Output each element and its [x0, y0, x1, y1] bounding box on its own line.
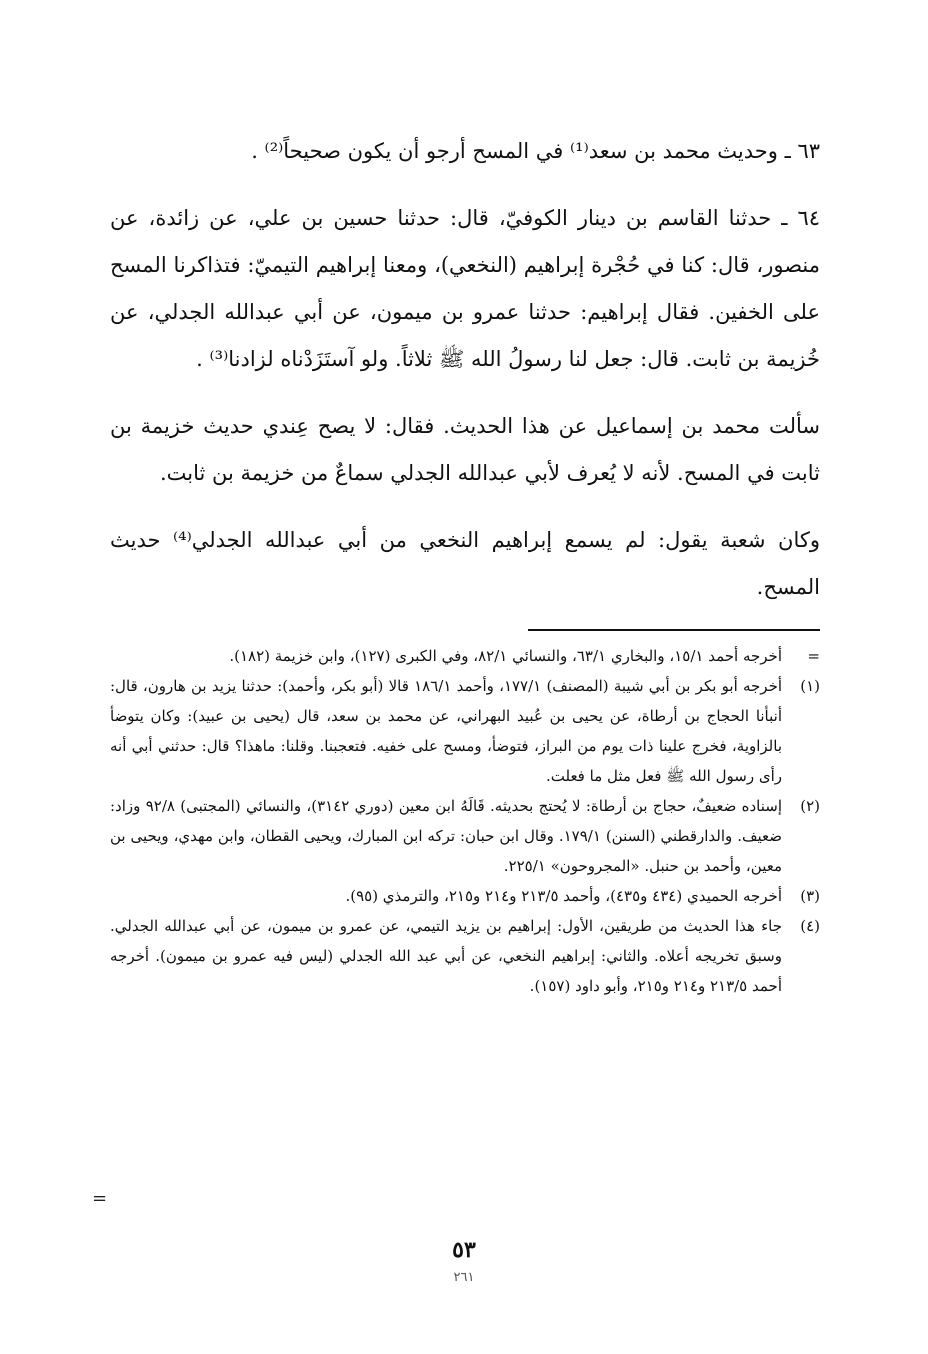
footnote-text: جاء هذا الحديث من طريقين، الأول: إبراهيم بن يزيد التيمي، عن عمرو بن ميمون، عن أبي عبدالله الجدلي. وسبق تخريجه أعلاه. والثاني: إبراهيم النخعي، عن أبي عبد الله الجدلي (ليس فيه عمرو بن ميمون). أخرجه أحمد ٢١٣/٥ و٢١٤ و٢١٥، وأبو داود (١٥٧).	[110, 917, 782, 995]
main-text	[110, 128, 820, 611]
footnote-text: أخرجه أحمد ١٥/١، والبخاري ٦٣/١، والنسائي ٨٢/١، وفي الكبرى (١٢٧)، وابن خزيمة (١٨٢).	[229, 647, 782, 665]
footnote-3	[110, 881, 820, 911]
question-paragraph: سألت محمد بن إسماعيل عن هذا الحديث. فقال: لا يصح عِندي حديث خزيمة بن ثابت في المسح. لأنه لا يُعرف لأبي عبدالله الجدلي سماعٌ من خزيمة بن ثابت.	[110, 414, 820, 485]
footnote-2	[110, 791, 820, 881]
footnote-1	[110, 671, 820, 791]
footnote-number: (٤)	[800, 917, 820, 935]
page-body	[110, 128, 820, 1001]
footnote-text: أخرجه أبو بكر بن أبي شيبة (المصنف) ١٧٧/١، وأحمد ١٨٦/١ قالا (أبو بكر، وأحمد): حدثنا يزيد بن هارون، قال: أنبأنا الحجاج بن أرطاة، عن يحيى بن عُبيد البهراني، عن محمد بن سعد، قال (يحيى بن عبيد): وكان يتوضأ بالزاوية، فخرج علينا ذات يوم من البراز، فتوضأ، ومسح على خفيه. فتعجبنا. وقلنا: ماهذا؟ قال: حدثني أبي أنه رأى رسول الله ﷺ فعل مثل ما فعلت.	[110, 677, 783, 785]
footnotes	[110, 641, 820, 1001]
footnote-number: (٣)	[800, 887, 820, 905]
footnote-4	[110, 911, 820, 1001]
continuation-mark: =	[92, 1188, 108, 1209]
footnote-continuation	[110, 641, 820, 671]
page-number: ٥٣	[452, 1237, 476, 1263]
footnote-text: إسناده ضعيفٌ، حجاج بن أرطاة: لا يُحتج بحديثه. قَالَهُ ابن معين (دوري ٣١٤٢)، والنسائي (المجتبى) ٩٢/٨ وزاد: ضعيف. والدارقطني (السنن) ١٧٩/١. وقال ابن حبان: تركه ابن المبارك، ويحيى القطان، وابن مهدي، ويحيى بن معين، وأحمد بن حنبل. «المجروحون» ٢٢٥/١.	[110, 797, 783, 875]
footnote-number: (١)	[800, 677, 820, 695]
hadith-64: ٦٤ ـ حدثنا القاسم بن دينار الكوفيّ، قال: حدثنا حسين بن علي، عن زائدة، عن منصور، قال: كنا في حُجْرة إبراهيم (النخعي)، ومعنا إبراهيم التيميّ: فتذاكرنا المسح على الخفين. فقال إبراهيم: حدثنا عمرو بن ميمون، عن أبي عبدالله الجدلي، عن خُزيمة بن ثابت. قال: جعل لنا رسولُ الله ﷺ ثلاثاً. ولو آستَزَدْناه لزادنا⁽³⁾ .	[110, 206, 820, 371]
page-sub-number: ٢٦١	[453, 1270, 475, 1285]
shuba-paragraph: وكان شعبة يقول: لم يسمع إبراهيم النخعي من أبي عبدالله الجدلي⁽⁴⁾ حديث المسح.	[110, 528, 820, 599]
footnote-number: (٢)	[800, 797, 820, 815]
footnote-number: =	[807, 647, 820, 665]
footnote-text: أخرجه الحميدي (٤٣٤ و٤٣٥)، وأحمد ٢١٣/٥ و٢١٤ و٢١٥، والترمذي (٩٥).	[345, 887, 782, 905]
hadith-63: ٦٣ ـ وحديث محمد بن سعد⁽¹⁾ في المسح أرجو أن يكون صحيحاً⁽²⁾ .	[251, 139, 820, 163]
footnote-separator	[528, 629, 820, 631]
